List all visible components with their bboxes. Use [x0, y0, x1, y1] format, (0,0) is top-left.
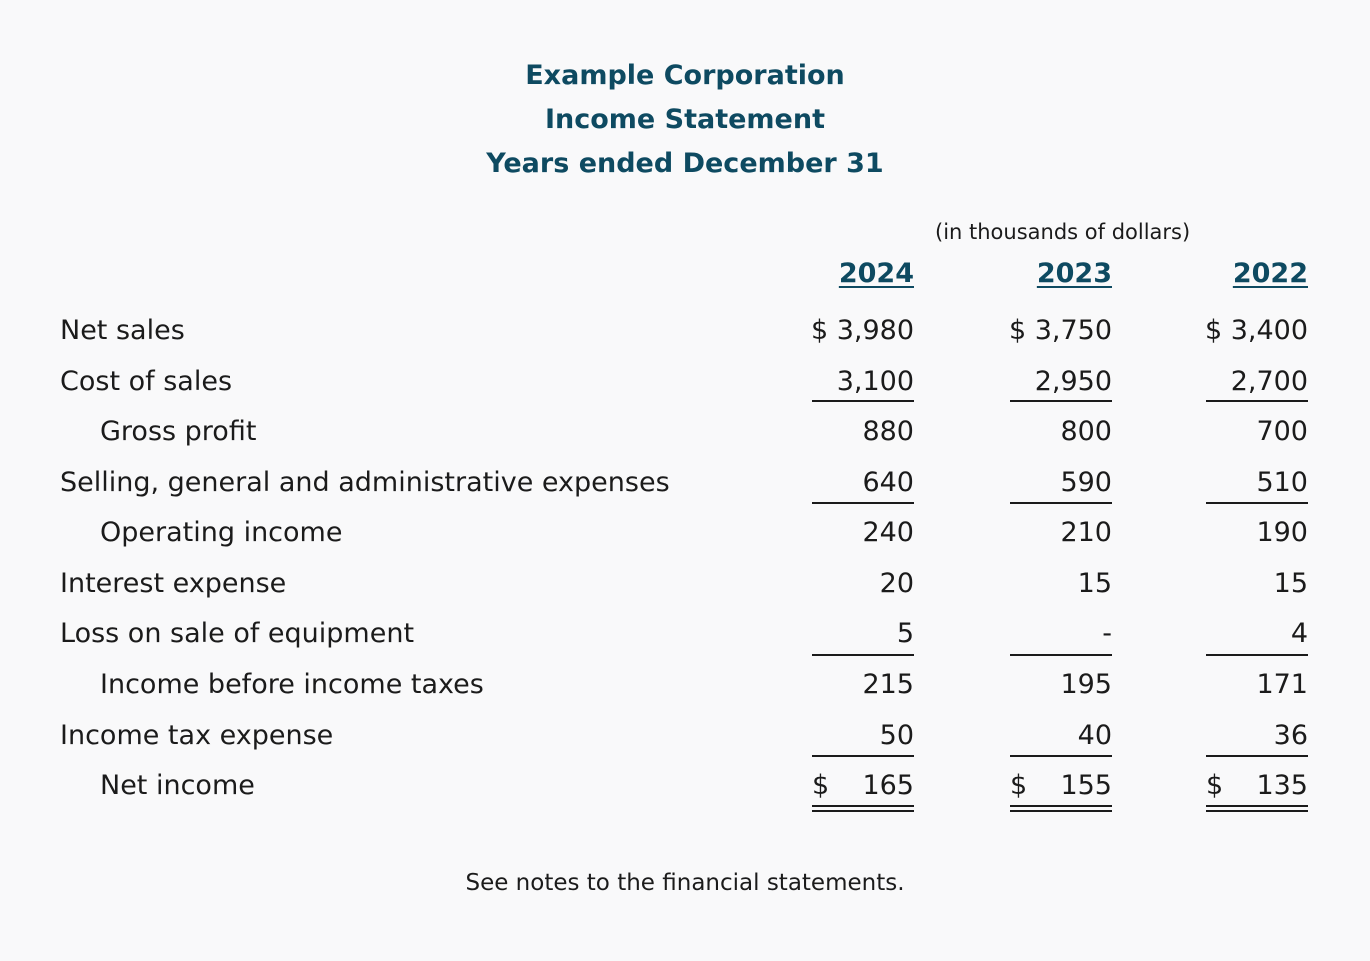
- row-label: Income tax expense: [60, 720, 334, 751]
- row-operating-income: [0, 508, 1370, 558]
- value-2023: 800: [1060, 416, 1112, 447]
- subtotal-rule: [1010, 755, 1112, 757]
- value-2024: 215: [862, 669, 914, 700]
- subtotal-rule: [812, 654, 914, 656]
- year-header-2022: 2022: [1232, 258, 1308, 289]
- value-2022: 700: [1256, 416, 1308, 447]
- currency-symbol: $: [1206, 770, 1224, 801]
- subtotal-rule: [812, 502, 914, 504]
- value-2023: $ 155: [1010, 761, 1112, 811]
- subtotal-rule: [1010, 400, 1112, 402]
- row-income-before-taxes: [0, 660, 1370, 710]
- statement-header: [0, 54, 1370, 186]
- statement-title: Income Statement: [544, 104, 826, 135]
- total-double-rule: [812, 805, 914, 812]
- currency-symbol: $: [1010, 770, 1028, 801]
- value-2022: 2,700: [1230, 366, 1308, 397]
- value-2022: 510: [1256, 467, 1308, 498]
- value-2023: 590: [1060, 467, 1112, 498]
- value-2023: 210: [1060, 517, 1112, 548]
- row-label: Selling, general and administrative expenses: [60, 467, 670, 498]
- value-2022: 15: [1273, 568, 1308, 599]
- subtotal-rule: [812, 400, 914, 402]
- subtotal-rule: [1206, 400, 1308, 402]
- year-header-2023: 2023: [1036, 258, 1112, 289]
- company-name: Example Corporation: [525, 60, 845, 91]
- row-label: Gross profit: [100, 416, 257, 447]
- units-note: (in thousands of dollars): [935, 220, 1191, 244]
- year-header-2024: 2024: [838, 258, 914, 289]
- row-net-sales: [0, 306, 1370, 356]
- value-2024: $ 3,980: [810, 315, 914, 346]
- value-2022: 171: [1256, 669, 1308, 700]
- value-2024: 3,100: [836, 366, 914, 397]
- subtotal-rule: [1206, 502, 1308, 504]
- value-2024: 50: [879, 720, 914, 751]
- row-label: Interest expense: [60, 568, 287, 599]
- value-2022: 4: [1290, 618, 1308, 649]
- subtotal-rule: [1206, 755, 1308, 757]
- total-double-rule: [1010, 805, 1112, 812]
- row-gross-profit: [0, 407, 1370, 457]
- subtotal-rule: [1010, 654, 1112, 656]
- subtotal-rule: [812, 755, 914, 757]
- value-2023: $ 3,750: [1008, 315, 1112, 346]
- row-label: Net income: [100, 770, 255, 801]
- row-interest-expense: [0, 559, 1370, 609]
- value-2022: 190: [1256, 517, 1308, 548]
- total-double-rule: [1206, 805, 1308, 812]
- subtotal-rule: [1010, 502, 1112, 504]
- row-income-tax-expense: [0, 711, 1370, 761]
- value-2023: 15: [1077, 568, 1112, 599]
- row-label: Net sales: [60, 315, 185, 346]
- currency-symbol: $: [812, 770, 830, 801]
- row-label: Loss on sale of equipment: [60, 618, 415, 649]
- subtotal-rule: [1206, 654, 1308, 656]
- value-2023: 195: [1060, 669, 1112, 700]
- value-2022: $ 135: [1206, 761, 1308, 811]
- statement-period: Years ended December 31: [486, 148, 884, 179]
- row-net-income: [0, 761, 1370, 811]
- row-label: Income before income taxes: [100, 669, 484, 700]
- value-2024: 640: [862, 467, 914, 498]
- value-2024: $ 165: [812, 761, 914, 811]
- row-label: Operating income: [100, 517, 343, 548]
- row-loss-on-sale: [0, 609, 1370, 659]
- row-label: Cost of sales: [60, 366, 233, 397]
- footnote: See notes to the financial statements.: [465, 870, 905, 896]
- value-2024: 880: [862, 416, 914, 447]
- value-2023: -: [1102, 618, 1112, 649]
- value-2024: 5: [896, 618, 914, 649]
- value-2023: 40: [1077, 720, 1112, 751]
- row-sga-expenses: [0, 458, 1370, 508]
- value-2022: $ 3,400: [1204, 315, 1308, 346]
- row-cost-of-sales: [0, 357, 1370, 407]
- value-2024: 20: [879, 568, 914, 599]
- value-2022: 36: [1273, 720, 1308, 751]
- value-2023: 2,950: [1034, 366, 1112, 397]
- value-2024: 240: [862, 517, 914, 548]
